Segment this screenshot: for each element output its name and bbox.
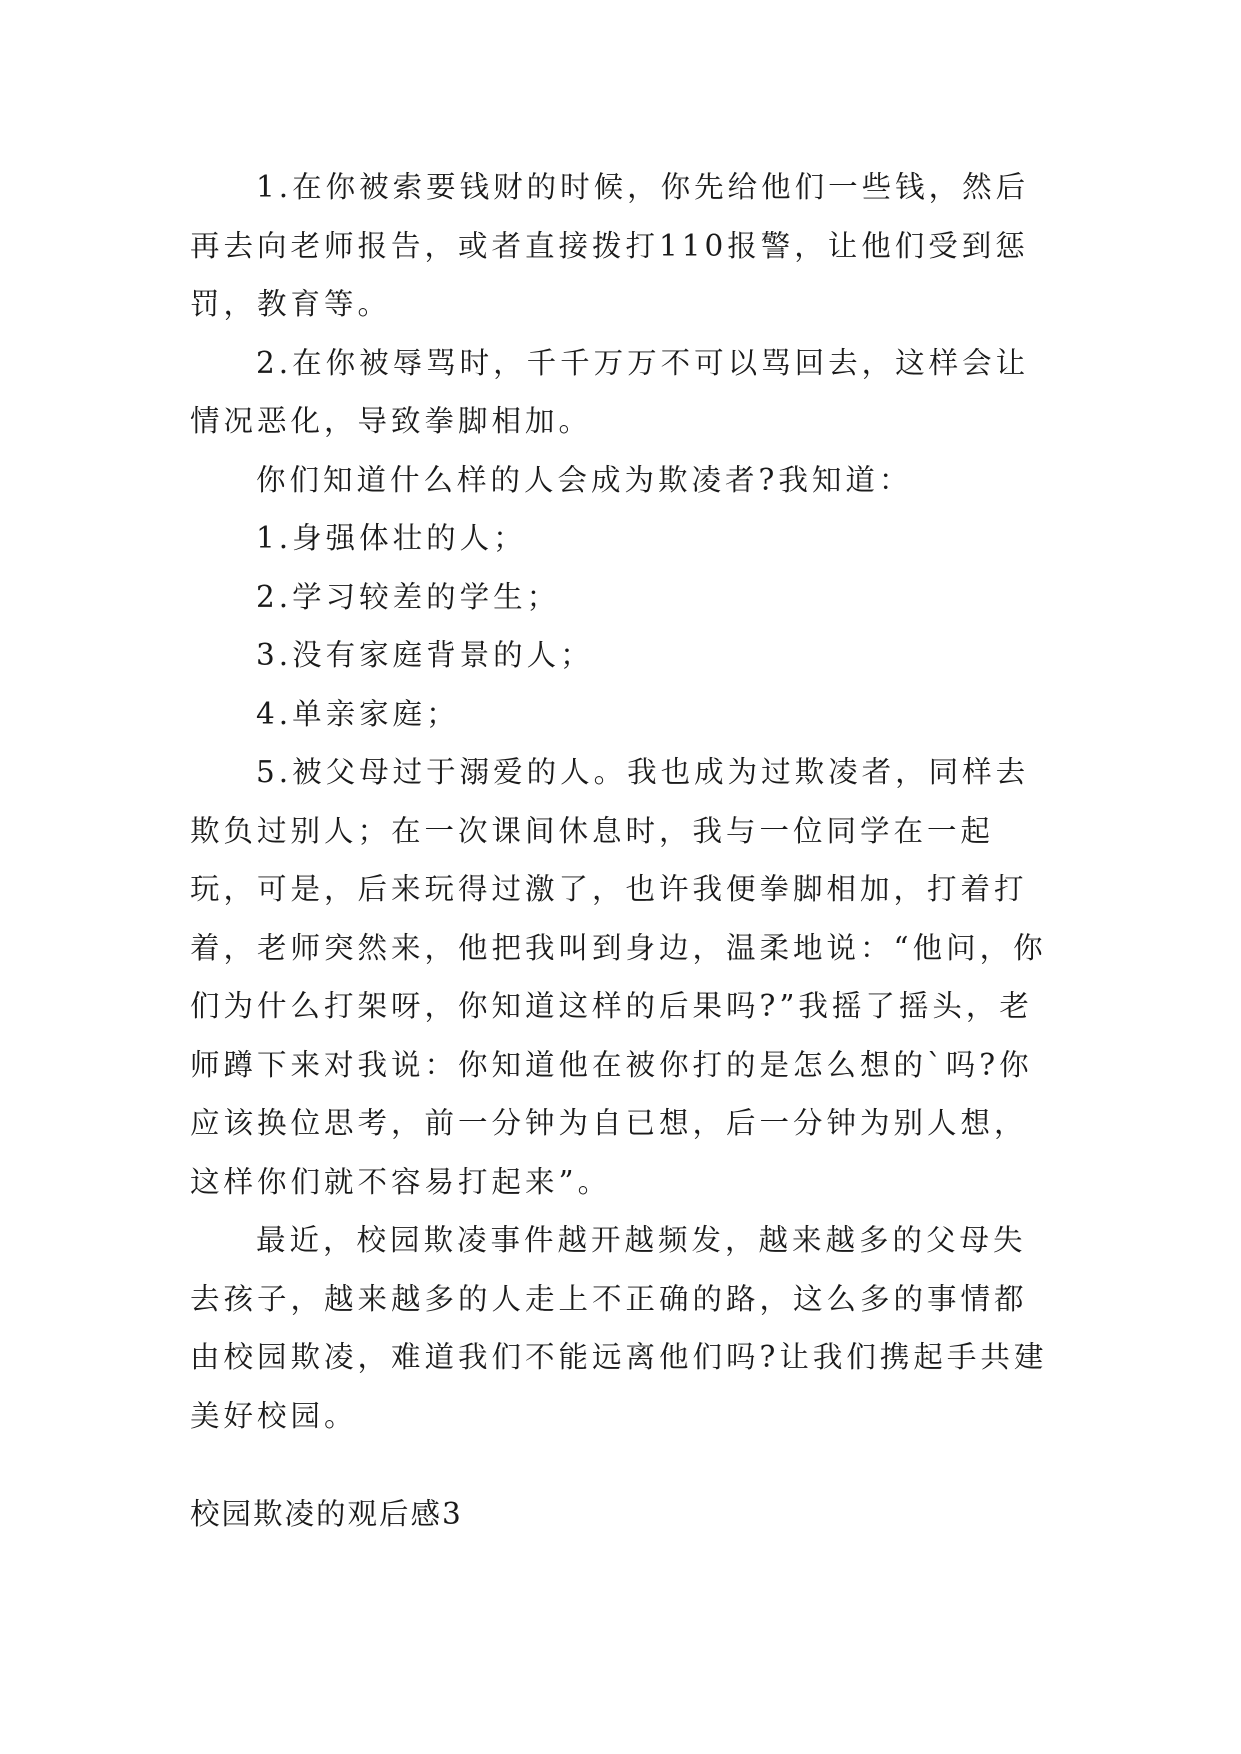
section-heading: 校园欺凌的观后感3	[190, 1497, 463, 1531]
paragraph-tip-1: 1.在你被索要钱财的时候，你先给他们一些钱，然后再去向老师报告，或者直接拨打110报警，让他们受到惩罚，教育等。	[190, 170, 1030, 321]
list-item-2: 2.学习较差的学生；	[256, 579, 561, 614]
list-item-1: 1.身强体壮的人；	[256, 521, 527, 555]
list-item-5-story: 5.被父母过于溺爱的人。我也成为过欺凌者，同样去欺负过别人；在一次课间休息时，我与一位同学在一起玩，可是，后来玩得过激了，也许我便拳脚相加，打着打着，老师突然来，他把我叫到身边，温柔地说：“他问，你们为什么打架呀，你知道这样的后果吗?”我摇了摇头，老师蹲下来对我说：你知道他在被你打的是怎么想的`吗?你应该换位思考，前一分钟为自已想，后一分钟为别人想，这样你们就不容易打起来”。	[190, 755, 1047, 1199]
paragraph-conclusion: 最近，校园欺凌事件越开越频发，越来越多的父母失去孩子，越来越多的人走上不正确的路，这么多的事情都由校园欺凌，难道我们不能远离他们吗?让我们携起手共建美好校园。	[190, 1223, 1048, 1433]
paragraph-question: 你们知道什么样的人会成为欺凌者?我知道：	[256, 462, 913, 497]
list-item-3: 3.没有家庭背景的人；	[256, 638, 594, 672]
document-body	[190, 158, 1050, 1445]
list-item-4: 4.单亲家庭；	[256, 696, 460, 731]
paragraph-tip-2: 2.在你被辱骂时，千千万万不可以骂回去，这样会让情况恶化，导致拳脚相加。	[190, 345, 1030, 438]
